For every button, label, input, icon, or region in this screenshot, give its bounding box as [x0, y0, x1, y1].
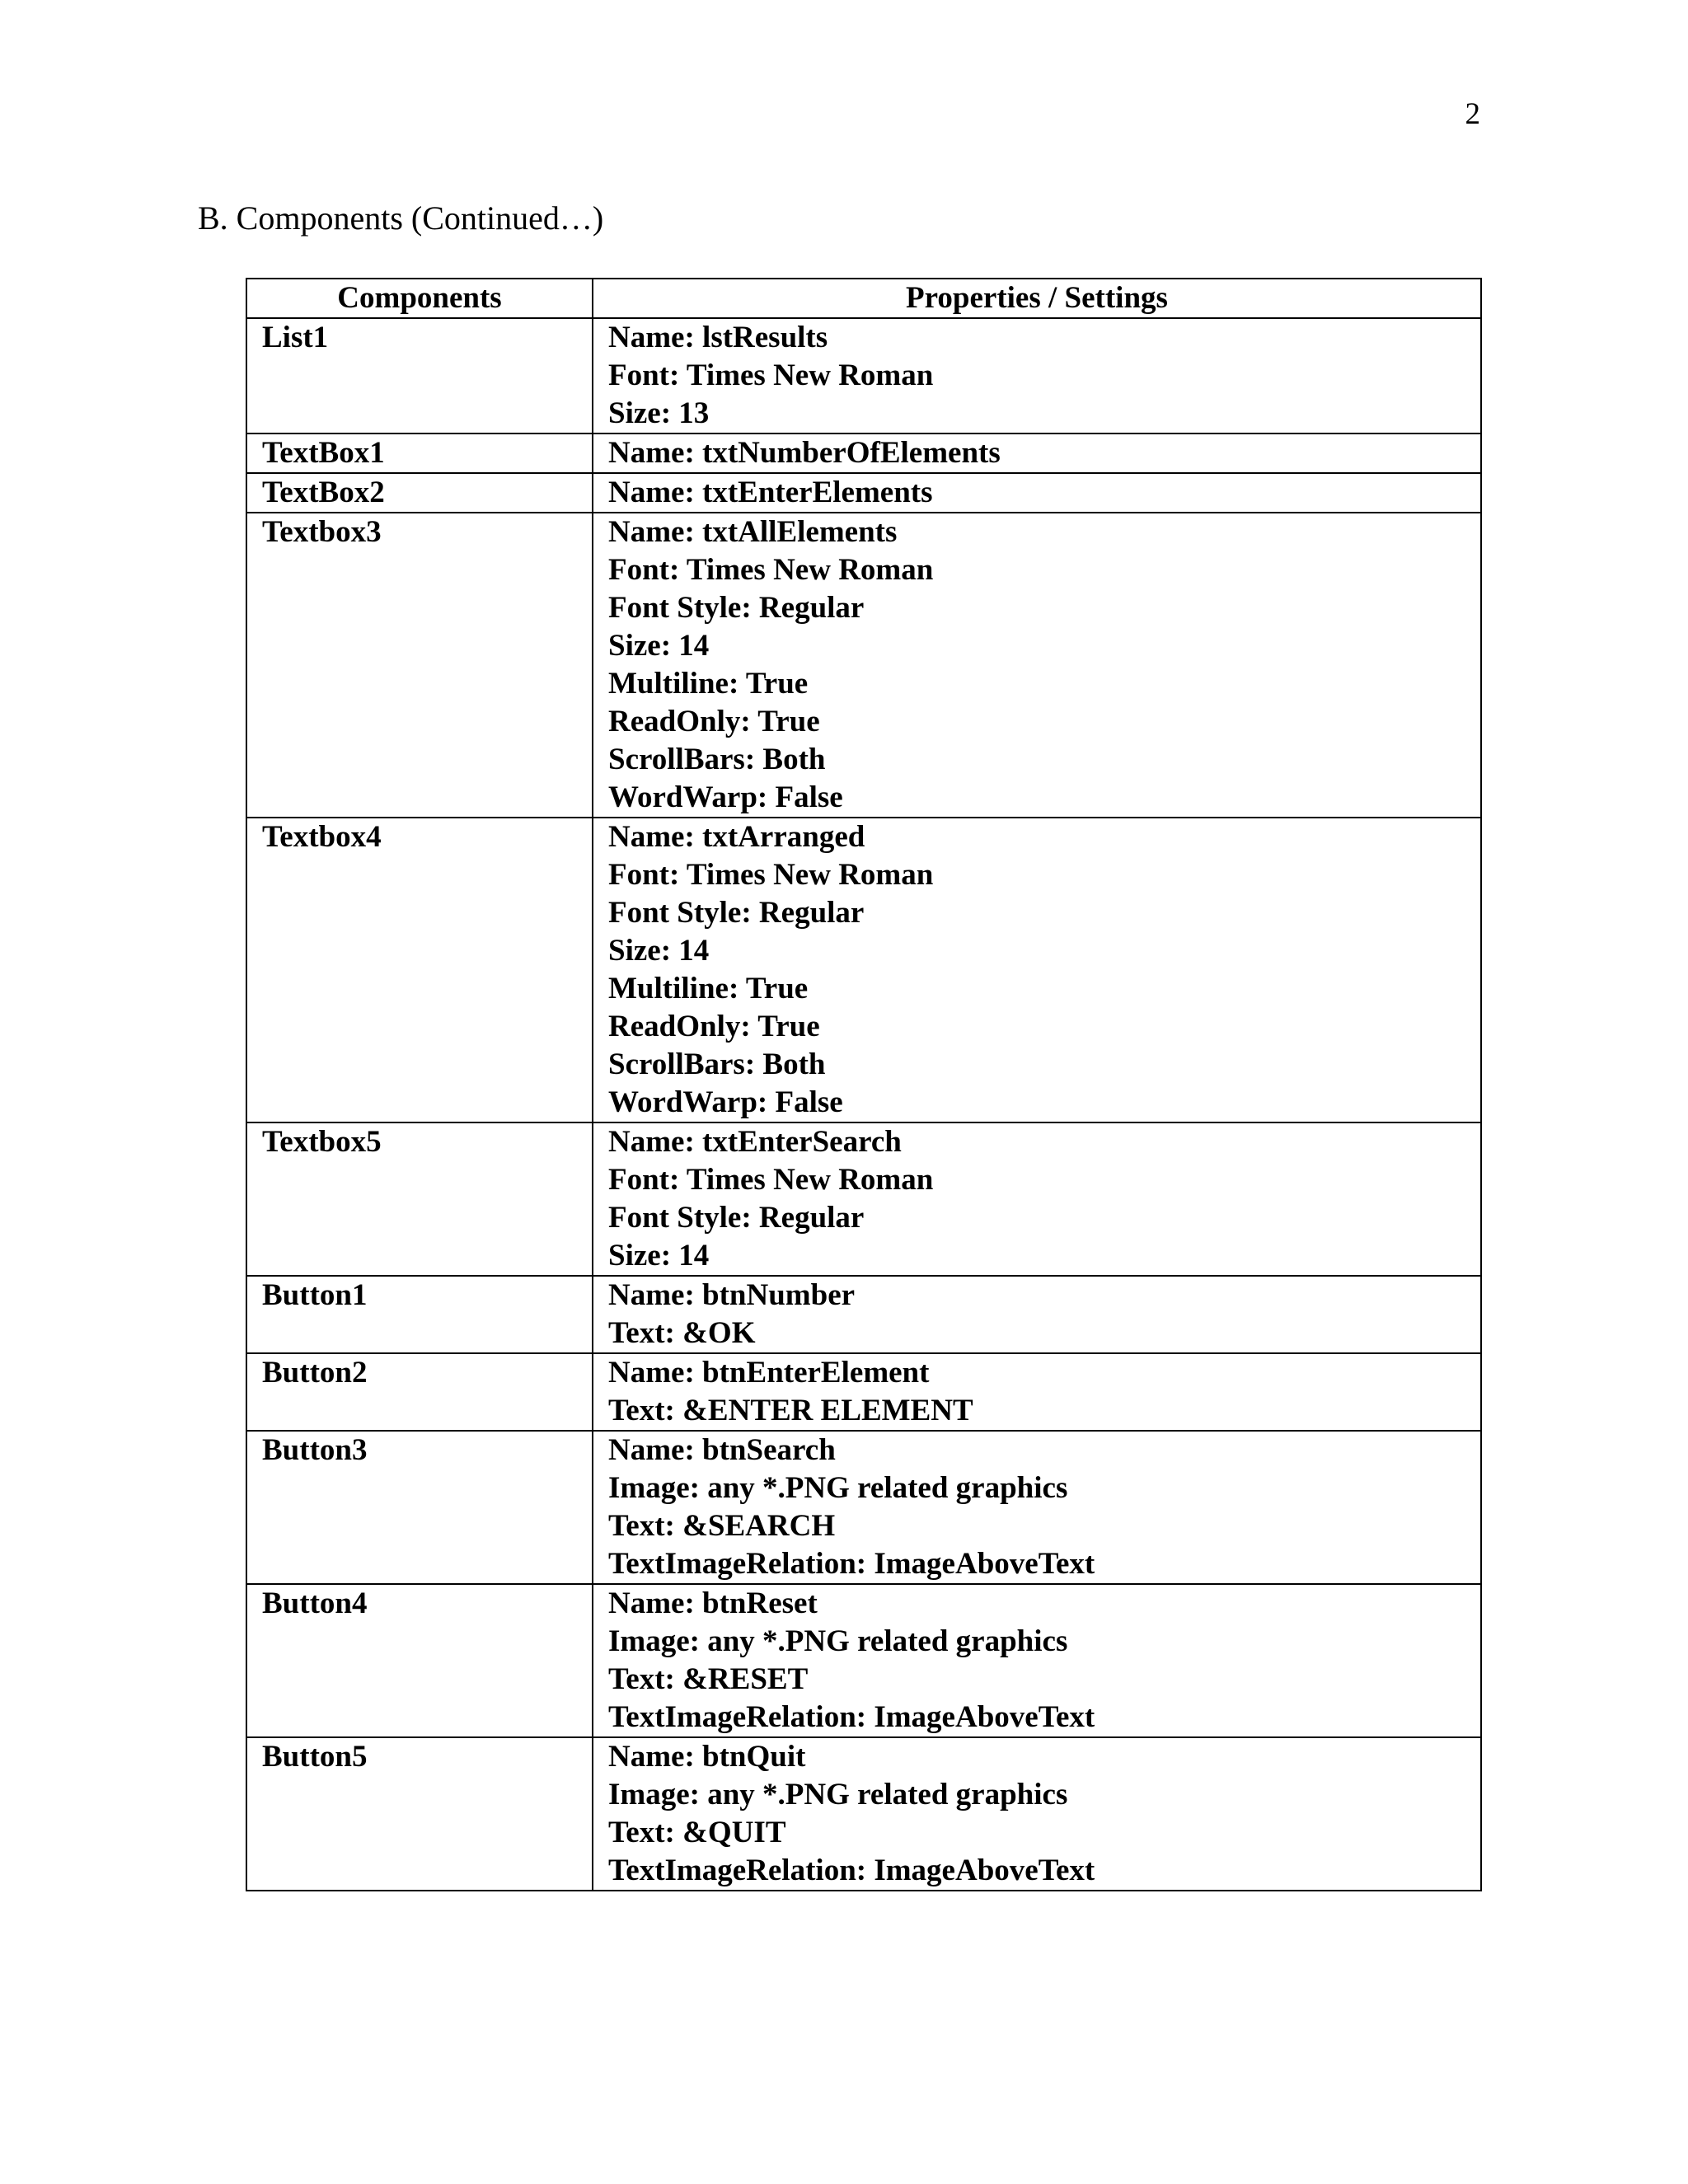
table-body	[246, 318, 1481, 1891]
property-line: WordWarp: False	[608, 1085, 843, 1119]
properties-cell	[593, 818, 1481, 1122]
property-line: Name: btnReset	[608, 1586, 818, 1620]
table-row	[246, 1276, 1481, 1353]
property-line: Size: 14	[608, 629, 710, 663]
property-line: ReadOnly: True	[608, 705, 820, 738]
property-line: Multiline: True	[608, 972, 809, 1005]
property-line: Name: btnEnterElement	[608, 1356, 930, 1390]
component-name-cell: List1	[246, 318, 593, 434]
property-line: Font: Times New Roman	[608, 1163, 934, 1197]
component-name-cell: Button3	[246, 1431, 593, 1584]
property-line: Size: 13	[608, 396, 710, 430]
properties-cell	[593, 1584, 1481, 1737]
property-line: Size: 14	[608, 934, 710, 968]
section-title: B. Components (Continued…)	[198, 199, 604, 237]
table-header-row	[246, 279, 1481, 318]
property-line: Font Style: Regular	[608, 896, 865, 930]
table-row	[246, 1353, 1481, 1431]
property-line: ScrollBars: Both	[608, 1047, 826, 1081]
property-line: Text: &QUIT	[608, 1816, 786, 1849]
property-line: Name: btnQuit	[608, 1740, 806, 1774]
property-line: Font Style: Regular	[608, 591, 865, 625]
component-name-cell: Button1	[246, 1276, 593, 1353]
property-line: Font Style: Regular	[608, 1201, 865, 1235]
properties-cell	[593, 1431, 1481, 1584]
header-properties-settings: Properties / Settings	[593, 279, 1481, 318]
property-line: WordWarp: False	[608, 780, 843, 814]
properties-cell	[593, 1737, 1481, 1891]
components-table	[246, 278, 1482, 1891]
property-line: Name: txtAllElements	[608, 515, 898, 549]
component-name-cell: TextBox1	[246, 434, 593, 473]
property-line: TextImageRelation: ImageAboveText	[608, 1700, 1095, 1734]
component-name-cell: TextBox2	[246, 473, 593, 513]
properties-cell	[593, 513, 1481, 818]
table-row	[246, 818, 1481, 1122]
property-line: Name: txtNumberOfElements	[608, 436, 1001, 470]
property-line: Text: &RESET	[608, 1662, 809, 1696]
component-name-cell: Button5	[246, 1737, 593, 1891]
property-line: Name: txtEnterSearch	[608, 1125, 902, 1159]
component-name-cell: Textbox3	[246, 513, 593, 818]
component-name-cell: Textbox4	[246, 818, 593, 1122]
property-line: Multiline: True	[608, 667, 809, 701]
property-line: Name: txtArranged	[608, 820, 865, 854]
property-line: Text: &OK	[608, 1316, 756, 1350]
table-row	[246, 1431, 1481, 1584]
property-line: Image: any *.PNG related graphics	[608, 1471, 1068, 1505]
table-row	[246, 434, 1481, 473]
property-line: Image: any *.PNG related graphics	[608, 1624, 1068, 1658]
component-name-cell: Button2	[246, 1353, 593, 1431]
table-row	[246, 1584, 1481, 1737]
table-row	[246, 473, 1481, 513]
table-row	[246, 1122, 1481, 1276]
property-line: Name: btnSearch	[608, 1433, 836, 1467]
header-components: Components	[246, 279, 593, 318]
table-row	[246, 1737, 1481, 1891]
property-line: ScrollBars: Both	[608, 743, 826, 776]
component-name-cell: Button4	[246, 1584, 593, 1737]
property-line: Font: Times New Roman	[608, 359, 934, 392]
property-line: ReadOnly: True	[608, 1010, 820, 1043]
component-name-cell: Textbox5	[246, 1122, 593, 1276]
properties-cell	[593, 318, 1481, 434]
table-row	[246, 513, 1481, 818]
property-line: TextImageRelation: ImageAboveText	[608, 1854, 1095, 1887]
properties-cell	[593, 434, 1481, 473]
property-line: Size: 14	[608, 1239, 710, 1272]
property-line: TextImageRelation: ImageAboveText	[608, 1547, 1095, 1581]
property-line: Font: Times New Roman	[608, 858, 934, 892]
property-line: Name: btnNumber	[608, 1278, 856, 1312]
properties-cell	[593, 1122, 1481, 1276]
properties-cell	[593, 1353, 1481, 1431]
property-line: Font: Times New Roman	[608, 553, 934, 587]
property-line: Text: &SEARCH	[608, 1509, 836, 1543]
property-line: Text: &ENTER ELEMENT	[608, 1394, 973, 1427]
property-line: Image: any *.PNG related graphics	[608, 1778, 1068, 1811]
property-line: Name: lstResults	[608, 321, 828, 354]
properties-cell	[593, 473, 1481, 513]
property-line: Name: txtEnterElements	[608, 476, 933, 509]
properties-cell	[593, 1276, 1481, 1353]
table-row	[246, 318, 1481, 434]
page-number: 2	[1465, 97, 1480, 131]
